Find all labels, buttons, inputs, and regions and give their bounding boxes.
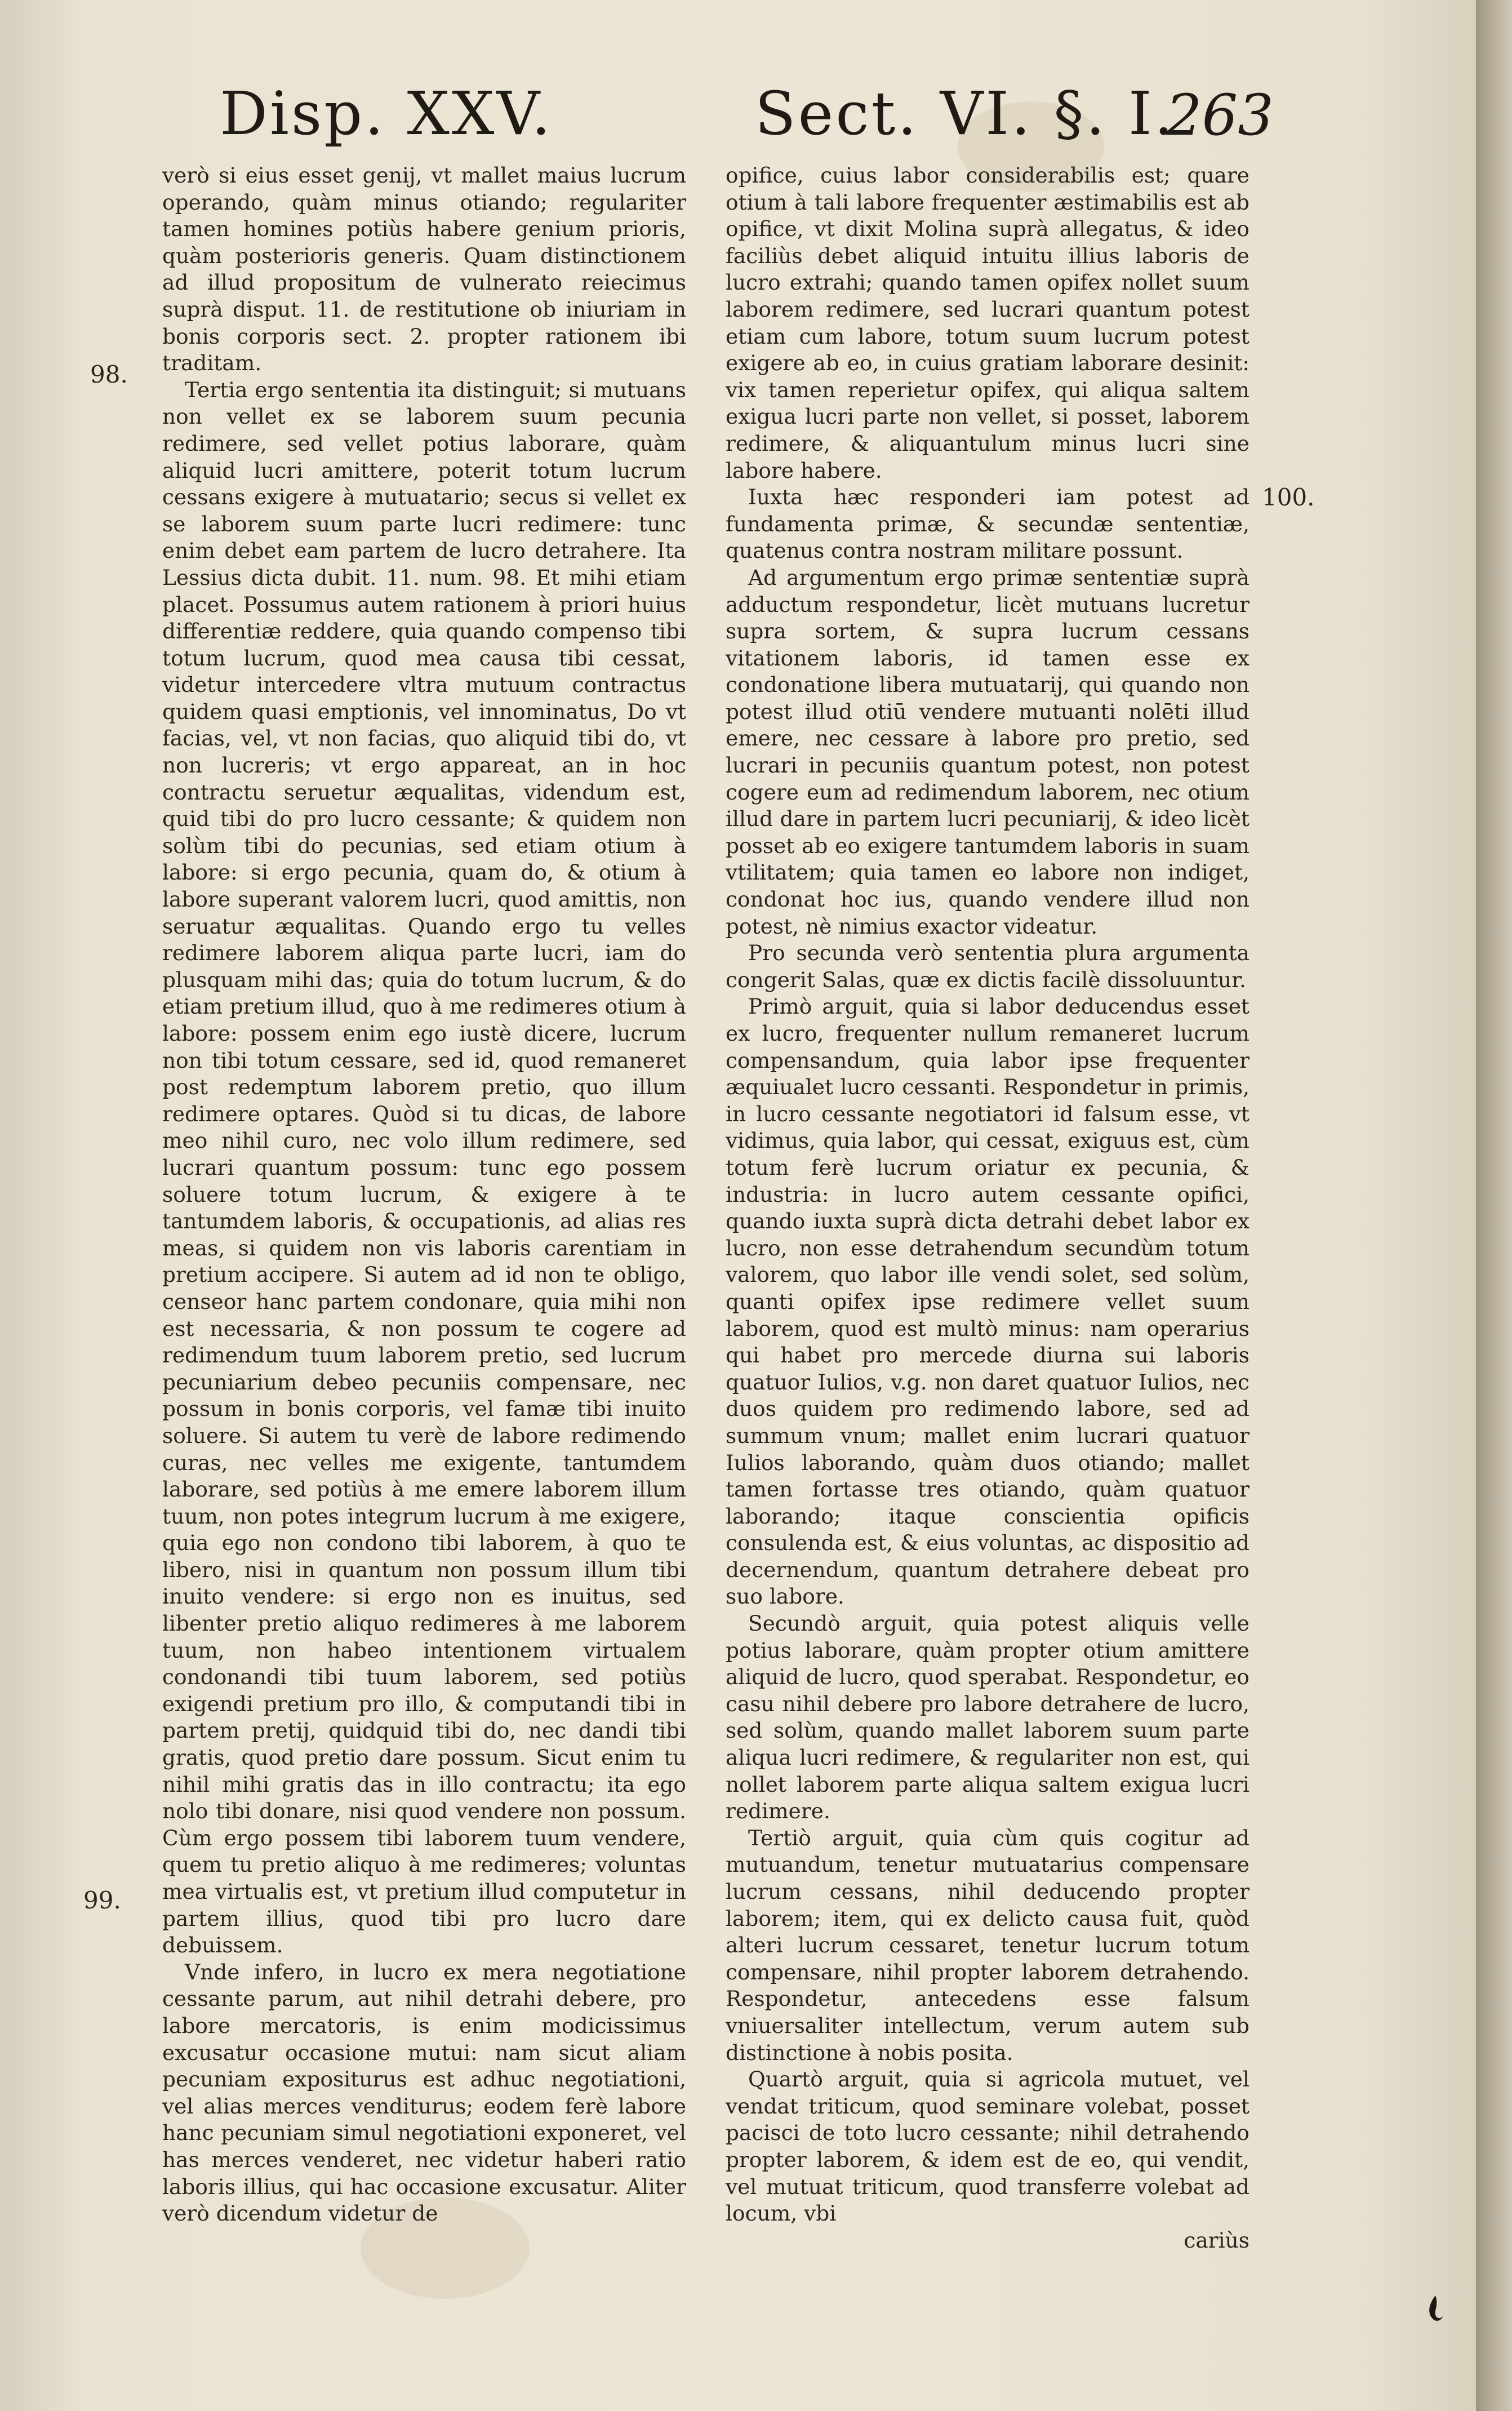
paragraph: Tertiò arguit, quia cùm quis cogitur ad mutuandum, tenetur mutuatarius compensare lucrum cessans, nihil deducendo propter laborem; item, qui ex delicto causa fuit, quòd alteri lucrum cessaret, tenetur lucrum totum compensare, nihil propter laborem detrahendo. Respondetur, antecedens esse falsum vniuersaliter intellectum, verum autem sub distinctione à nobis posita. bbox=[726, 1825, 1249, 2065]
paragraph: Primò arguit, quia si labor deducendus esset ex lucro, frequenter nullum remaneret lucrum compensandum, quia labor ipse frequenter æquiualet lucro cessanti. Respondetur in primis, in lucro cessante negotiatori id falsum esse, vt vidimus, quia labor, qui cessat, exiguus est, cùm totum ferè lucrum oriatur ex pecunia, & industria: in lucro autem cessante opifici, quando iuxta suprà dicta detrahi debet labor ex lucro, non esse detrahendum secundùm totum valorem, quo labor ille vendi solet, sed solùm, quanti opifex ipse redimere vellet suum laborem, quod est multò minus: nam operarius qui habet pro mercede diurna sui laboris quatuor Iulios, v.g. non daret quatuor Iulios, nec duos quidem pro redimendo labore, sed ad summum vnum; mallet enim lucrari quatuor Iulios laborando, quàm duos otiando; mallet tamen fortasse tres otiando, quàm quatuor laborando; itaque conscientia opificis consulenda est, & eius voluntas, ac dispositio ad decernendum, quantum detrahere debeat pro suo labore. bbox=[726, 994, 1249, 1609]
paragraph: Secundò arguit, quia potest aliquis velle potius laborare, quàm propter otium amittere aliquid de lucro, quod sperabat. Respondetur, eo casu nihil debere pro labore detrahere de lucro, sed solùm, quando mallet laborem suum parte aliqua lucri redimere, & regulariter non est, qui nollet laborem parte aliqua saltem exigua lucri redimere. bbox=[726, 1611, 1249, 1824]
paragraph: Pro secunda verò sententia plura argumenta congerit Salas, quæ ex dictis facilè dissoluuntur. bbox=[726, 940, 1249, 992]
right-column bbox=[726, 162, 1249, 2254]
ornament-flourish-icon bbox=[1424, 2293, 1447, 2327]
paragraph: Vnde infero, in lucro ex mera negotiatione cessante parum, aut nihil detrahi debere, pro labore mercatoris, is enim modicissimus excusatur occasione mutui: nam sicut aliam pecuniam expositurus est adhuc negotiationi, vel alias merces venditurus; eodem ferè labore hanc pecuniam simul negotiationi exponeret, vel has merces venderet, nec videtur haberi ratio laboris illius, qui hac occasione excusatur. Aliter verò dicendum videtur de bbox=[162, 1959, 686, 2226]
running-head bbox=[0, 79, 1476, 158]
margin-number-98: 98. bbox=[90, 361, 128, 388]
paragraph: Ad argumentum ergo primæ sententiæ suprà adductum respondetur, licèt mutuans lucretur supra sortem, & supra lucrum cessans vitationem laboris, id tamen esse ex condonatione libera mutuatarij, qui quando non potest illud otiū vendere mutuanti nolēti illud emere, nec cessare à labore pro pretio, sed lucrari in pecuniis quantum potest, non potest cogere eum ad redimendum laborem, nec otium illud dare in partem lucri pecuniarij, & ideo licèt posset ab eo exigere tantumdem laboris in suam vtilitatem; quia tamen eo labore non indiget, condonat hoc ius, quando vendere illud non potest, nè nimius exactor videatur. bbox=[726, 565, 1249, 939]
paragraph: verò si eius esset genij, vt mallet maius lucrum operando, quàm minus otiando; regulariter tamen homines potiùs habere genium prioris, quàm posterioris generis. Quam distinctionem ad illud propositum de vulnerato reiecimus suprà disput. 11. de restitutione ob iniuriam in bonis corporis sect. 2. propter rationem ibi traditam. bbox=[162, 163, 686, 376]
page-number: 263 bbox=[1166, 82, 1274, 148]
left-column bbox=[162, 162, 686, 2227]
paragraph: Quartò arguit, quia si agricola mutuet, vel vendat triticum, quod seminare volebat, posset pacisci de toto lucro cessante; nihil detrahendo propter laborem, & idem est de eo, qui vendit, vel mutuat triticum, quod transferre volebat ad locum, vbi bbox=[726, 2067, 1249, 2226]
header-disputation: Disp. XXV. bbox=[220, 79, 553, 148]
page-edge bbox=[1476, 0, 1512, 2411]
margin-number-100: 100. bbox=[1262, 483, 1315, 511]
paragraph: Tertia ergo sententia ita distinguit; si mutuans non vellet ex se laborem suum pecunia redimere, sed vellet potius laborare, quàm aliquid lucri amittere, poterit totum lucrum cessans exigere à mutuatario; secus si vellet ex se laborem suum parte lucri redimere: tunc enim debet eam partem de lucro detrahere. Ita Lessius dicta dubit. 11. num. 98. Et mihi etiam placet. Possumus autem rationem à priori huius differentiæ reddere, quia quando compenso tibi totum lucrum, quod mea causa tibi cessat, videtur intercedere vltra mutuum contractus quidem quasi emptionis, vel innominatus, Do vt facias, vel, vt non facias, quo aliquid tibi do, vt non lucreris; vt ergo appareat, an in hoc contractu seruetur æqualitas, videndum est, quid tibi do pro lucro cessante; & quidem non solùm tibi do pecunias, sed etiam otium à labore: si ergo pecunia, quam do, & otium à labore superant valorem lucri, quod amittis, non seruatur æqualitas. Quando ergo tu velles redimere laborem aliqua parte lucri, iam do plusquam mihi das; quia do totum lucrum, & do etiam pretium illud, quo à me redimeres otium à labore: possem enim ego iustè dicere, lucrum non tibi totum cessare, sed id, quod remaneret post redemptum laborem pretio, quo illum redimere optares. Quòd si tu dicas, de labore meo nihil curo, nec volo illum redimere, sed lucrari quantum possum: tunc ego possem soluere totum lucrum, & exigere à te tantumdem laboris, & occupationis, ad alias res meas, si quidem non vis laboris carentiam in pretium accipere. Si autem ad id non te obligo, censeor hanc partem condonare, quia mihi non est necessaria, & non possum te cogere ad redimendum tuum laborem pretio, sed lucrum pecuniarium debeo pecuniis compensare, nec possum in bonis corporis, vel famæ tibi inuito soluere. Si autem tu verè de labore redimendo curas, nec velles me exigente, tantumdem laborare, sed potiùs à me emere laborem illum tuum, non potes integrum lucrum à me exigere, quia ego non condono tibi laborem, à quo te libero, nisi in quantum non possum illum tibi inuito vendere: si ergo non es inuitus, sed libenter pretio aliquo redimeres à me laborem tuum, non habeo intentionem virtualem condonandi tibi tuum laborem, sed potiùs exigendi pretium pro illo, & computandi tibi in partem pretij, quidquid tibi do, nec dandi tibi gratis, quod pretio dare possum. Sicut enim tu nihil mihi gratis das in illo contractu; ita ego nolo tibi donare, nisi quod vendere non possum. Cùm ergo possem tibi laborem tuum vendere, quem tu pretio aliquo à me redimeres; voluntas mea virtualis est, vt pretium illud computetur in partem illius, quod tibi pro lucro dare debuissem. bbox=[162, 377, 686, 1958]
paragraph: opifice, cuius labor considerabilis est; quare otium à tali labore frequenter æstimabilis est ab opifice, vt dixit Molina suprà allegatus, & ideo faciliùs debet aliquid intuitu illius laboris de lucro extrahi; quando tamen opifex nollet suum laborem redimere, sed lucrari quantum potest etiam cum labore, totum suum lucrum potest exigere ab eo, in cuius gratiam laborare desinit: vix tamen reperietur opifex, qui aliqua saltem exigua lucri parte non vellet, si posset, laborem redimere, & aliquantulum minus lucri sine labore habere. bbox=[726, 163, 1249, 483]
paragraph: Iuxta hæc responderi iam potest ad fundamenta primæ, & secundæ sententiæ, quatenus contra nostram militare possunt. bbox=[726, 485, 1249, 563]
header-section: Sect. VI. §. I. bbox=[755, 79, 1176, 148]
catchword: cariùs bbox=[1184, 2227, 1249, 2253]
margin-number-99: 99. bbox=[83, 1886, 121, 1914]
